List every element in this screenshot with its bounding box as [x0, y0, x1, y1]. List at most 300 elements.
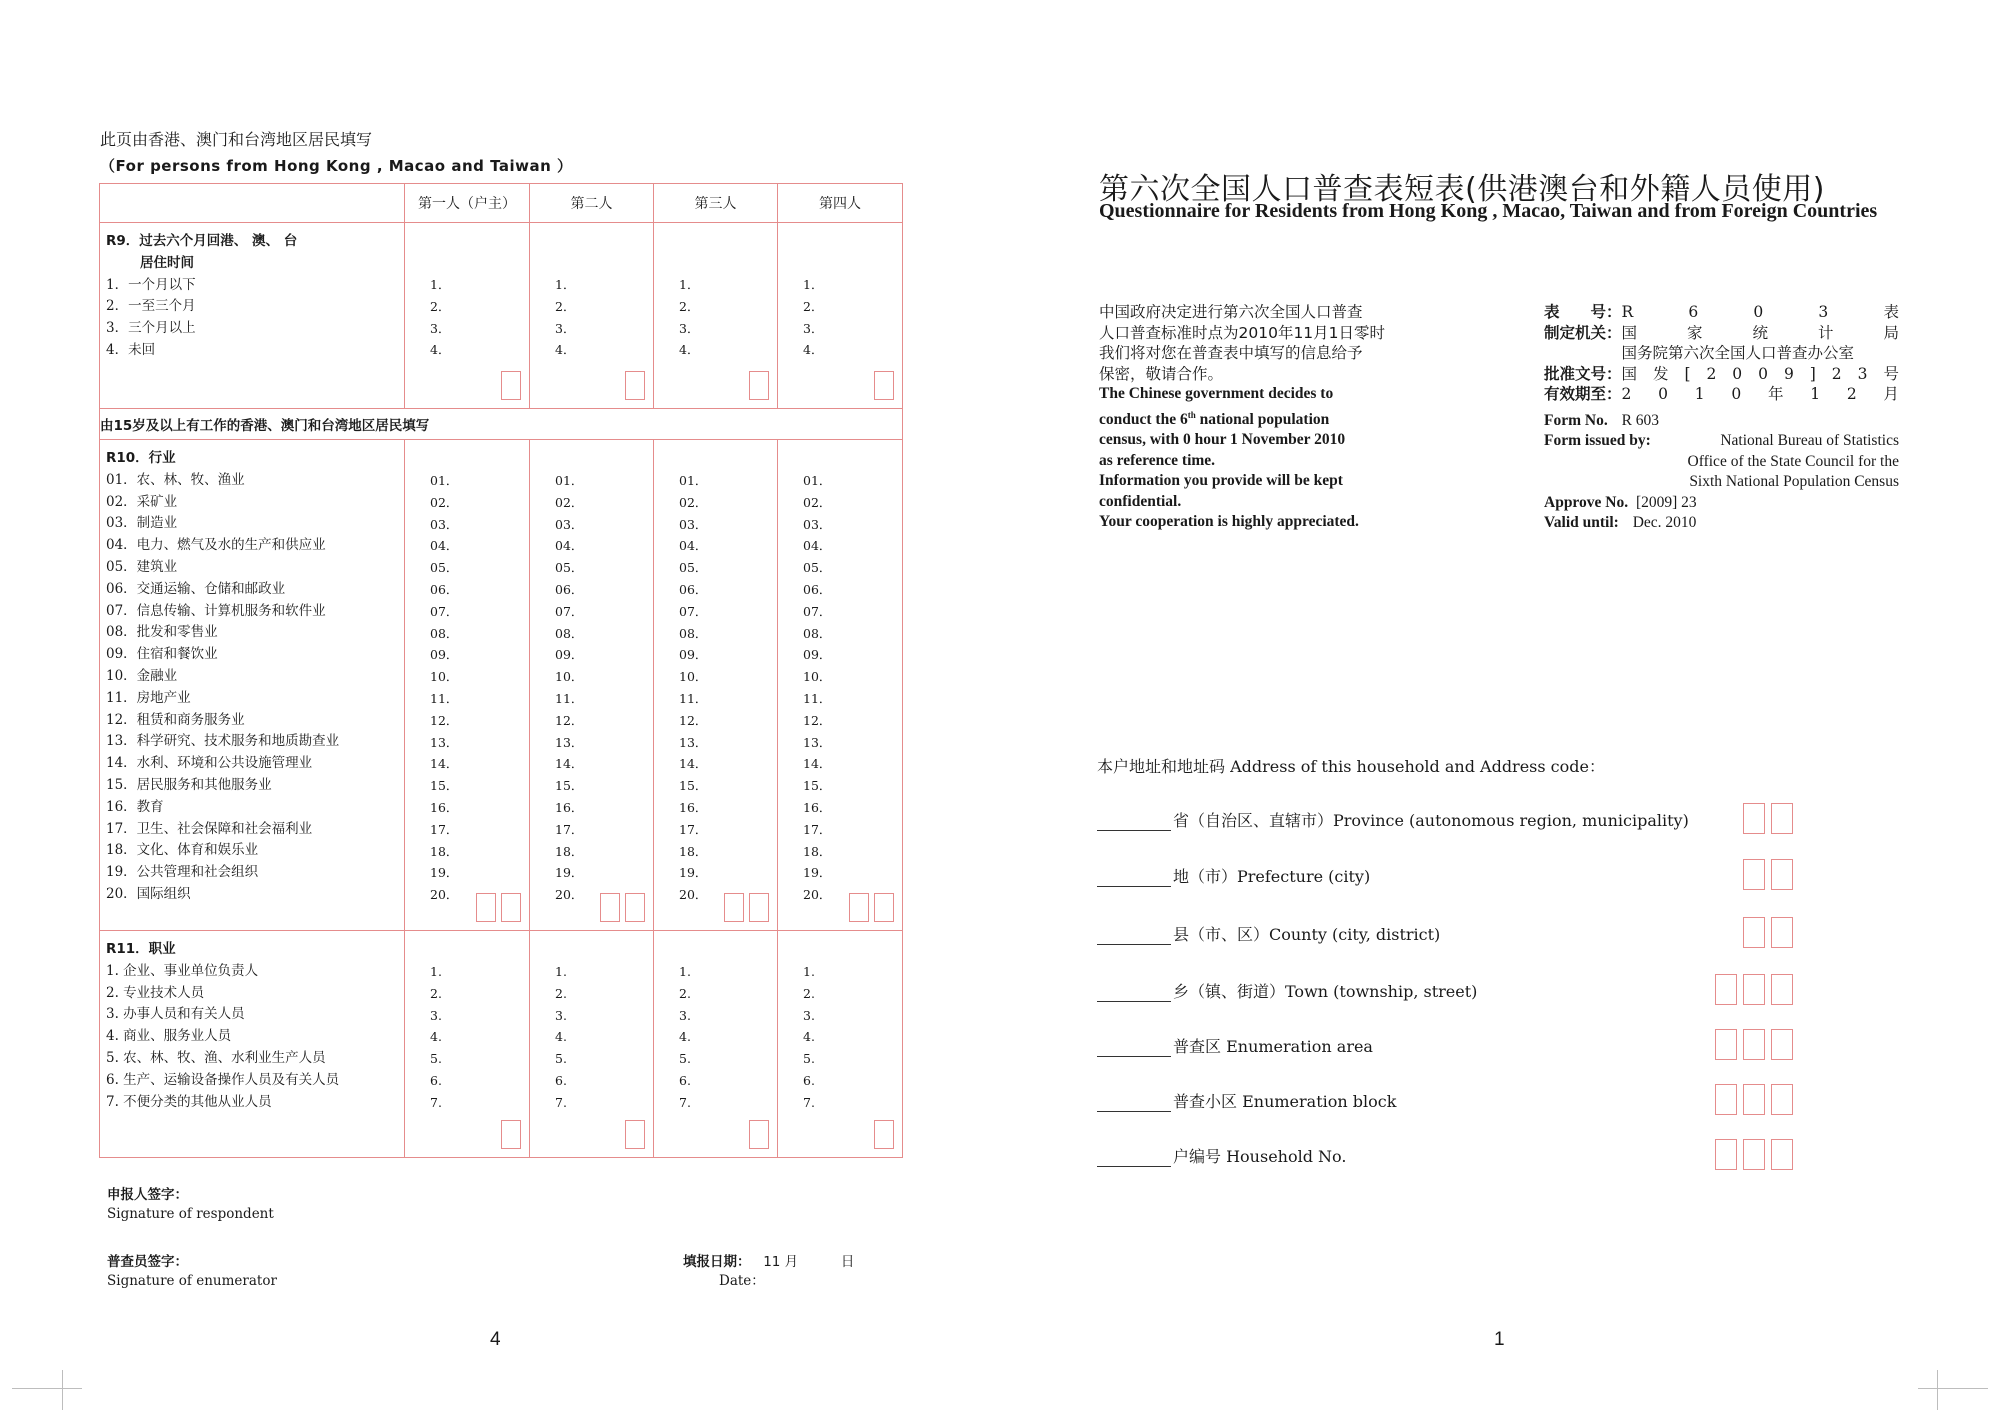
confidentiality-notice: [1099, 302, 1459, 533]
meta-value: R 603: [1621, 411, 1660, 429]
address-blank[interactable]: [1097, 985, 1171, 1002]
meta-value: Dec. 2010: [1632, 514, 1697, 531]
answer-codes: [654, 223, 777, 361]
answer-code: 5.: [803, 1051, 815, 1067]
option-label: 15．居民服务和其他服务业: [106, 776, 272, 793]
address-code-box[interactable]: [1771, 974, 1793, 1005]
r10-question: [100, 440, 405, 931]
notice-en-text: national population: [1195, 410, 1330, 428]
answer-code: 18．: [803, 843, 832, 859]
meta-char: 2: [1706, 364, 1717, 383]
answer-code: 3．: [679, 320, 700, 336]
answer-code: 16．: [555, 799, 584, 815]
answer-code: 02．: [430, 494, 459, 510]
option-label: 19．公共管理和社会组织: [106, 864, 259, 881]
address-code-box[interactable]: [1743, 1139, 1765, 1170]
notice-en-line: The Chinese government decides to: [1099, 385, 1334, 402]
span-note-row: [100, 409, 903, 440]
answer-code: 10．: [555, 669, 584, 685]
answer-cell: [778, 223, 902, 408]
answer-box[interactable]: [749, 371, 769, 400]
meta-char: 年: [1767, 385, 1784, 403]
answer-code: 17．: [555, 821, 584, 837]
answer-code: 4.: [555, 1029, 567, 1045]
answer-code: 03．: [803, 516, 832, 532]
answer-code: 4．: [803, 342, 824, 358]
answer-code: 04．: [555, 538, 584, 554]
answer-code: 16．: [679, 799, 708, 815]
answer-box[interactable]: [625, 1120, 645, 1149]
answer-code: 15．: [555, 778, 584, 794]
answer-code: 14．: [430, 756, 459, 772]
option-label: 4. 商业、服务业人员: [106, 1028, 232, 1045]
answer-code: 2.: [555, 985, 567, 1001]
page-number-right: 1: [1494, 1329, 1505, 1350]
answer-cell: [654, 931, 777, 1157]
notice-en-line: Your cooperation is highly appreciated.: [1099, 513, 1359, 531]
answer-code: 09．: [430, 647, 459, 663]
notice-en-text: conduct the 6: [1099, 410, 1188, 428]
address-field-row: [1097, 1034, 1373, 1057]
answer-code: 2．: [430, 298, 451, 314]
answer-code: 4．: [679, 342, 700, 358]
meta-issuer-zh: [1544, 323, 1899, 344]
column-header-person-4: 第四人: [778, 184, 903, 223]
answer-code: 18．: [679, 843, 708, 859]
answer-code: 04．: [679, 538, 708, 554]
r9-row: [100, 223, 903, 409]
answer-code: 08．: [803, 625, 832, 641]
answer-code: 17．: [803, 821, 832, 837]
address-code-box[interactable]: [1743, 1084, 1765, 1115]
answer-code: 1．: [679, 277, 700, 292]
meta-char: 6: [1688, 303, 1699, 321]
answer-boxes: [874, 371, 894, 400]
r10-answer-person-4[interactable]: [778, 440, 903, 931]
r10-answer-person-3[interactable]: [654, 440, 778, 931]
table-header-row: [100, 184, 903, 223]
address-title: 本户地址和地址码 Address of this household and Address code：: [1097, 757, 1605, 776]
column-header: [100, 184, 405, 223]
meta-char: [: [1684, 364, 1691, 383]
option-label: 3. 办事人员和有关人员: [106, 1006, 245, 1023]
answer-cell: [654, 440, 777, 930]
notice-zh-line: 保密，敬请合作。: [1099, 364, 1224, 383]
address-code-box[interactable]: [1715, 974, 1737, 1005]
answer-box[interactable]: [501, 893, 521, 922]
respondent-signature-label-en: Signature of respondent: [107, 1206, 274, 1222]
answer-code: 5.: [430, 1051, 442, 1067]
address-code-box[interactable]: [1743, 917, 1765, 948]
address-field-row: [1097, 922, 1440, 945]
answer-code: 3．: [430, 320, 451, 336]
answer-box[interactable]: [874, 1120, 894, 1149]
answer-boxes: [874, 1120, 894, 1149]
option-label: 20．国际组织: [106, 885, 191, 902]
r11-answer-person-3[interactable]: [654, 931, 778, 1158]
meta-char: R: [1621, 303, 1634, 321]
answer-code: 5.: [555, 1051, 567, 1067]
meta-char: 2: [1846, 385, 1857, 403]
crop-mark: [1937, 1370, 1938, 1410]
meta-char: 1: [1694, 385, 1705, 403]
left-page-header: [100, 126, 573, 180]
meta-char: 1: [1810, 385, 1821, 403]
answer-cell: [530, 223, 653, 408]
option-label: 17．卫生、社会保障和社会福利业: [106, 820, 313, 837]
answer-code: 12．: [679, 712, 708, 728]
option-label: 09．住宿和餐饮业: [106, 646, 218, 663]
address-field-label: 省（自治区、直辖市）Province (autonomous region, municipality): [1173, 811, 1689, 830]
notice-en-line: Information you provide will be kept: [1099, 472, 1343, 490]
answer-codes: [654, 931, 777, 1114]
answer-code: 2.: [430, 985, 442, 1001]
answer-boxes: [749, 371, 769, 400]
notice-zh: [1099, 302, 1459, 384]
answer-box[interactable]: [849, 893, 869, 922]
address-code-boxes: [1715, 974, 1793, 1005]
form-metadata: [1544, 302, 1899, 534]
notice-en-line: as reference time.: [1099, 451, 1216, 469]
r11-answer-person-2[interactable]: [530, 931, 654, 1158]
answer-code: 01．: [430, 473, 459, 488]
answer-code: 3．: [803, 320, 824, 336]
address-field-label: 地（市）Prefecture (city): [1173, 867, 1371, 886]
notice-zh-line: 我们将对您在普查表中填写的信息给予: [1099, 344, 1363, 362]
answer-boxes: [476, 893, 521, 922]
address-code-box[interactable]: [1743, 974, 1765, 1005]
answer-code: 14．: [555, 756, 584, 772]
meta-char: 2: [1831, 364, 1842, 383]
meta-char: 月: [1883, 385, 1899, 403]
answer-code: 20．: [430, 887, 459, 903]
address-code-box[interactable]: [1743, 803, 1765, 834]
answer-code: 7.: [430, 1094, 442, 1110]
option-label: 6. 生产、运输设备操作人员及有关人员: [106, 1071, 340, 1088]
answer-code: 18．: [430, 843, 459, 859]
r10-answer-person-2[interactable]: [530, 440, 654, 931]
answer-code: 10．: [803, 669, 832, 685]
option-label: 18．文化、体育和娱乐业: [106, 842, 259, 859]
answer-cell: [405, 223, 529, 408]
page-number-left: 4: [490, 1329, 501, 1350]
answer-code: 1.: [803, 964, 815, 979]
answer-code: 13．: [555, 734, 584, 750]
address-field-row: [1097, 979, 1477, 1002]
address-code-box[interactable]: [1715, 1029, 1737, 1060]
address-code-boxes: [1743, 803, 1793, 834]
answer-code: 06．: [555, 581, 584, 597]
issuer-en-line: Office of the State Council for the: [1687, 452, 1899, 470]
answer-cell: [778, 931, 902, 1157]
answer-cell: [405, 440, 529, 930]
r9-subtitle: 居住时间: [140, 254, 194, 271]
answer-codes: [778, 931, 902, 1114]
r9-answer-person-1[interactable]: [405, 223, 530, 409]
answer-box[interactable]: [501, 1120, 521, 1149]
answer-code: 2.: [679, 985, 691, 1001]
answer-code: 14．: [679, 756, 708, 772]
answer-code: 20．: [679, 887, 708, 903]
date-label-en: Date：: [719, 1273, 765, 1289]
answer-code: 06．: [679, 581, 708, 597]
answer-box[interactable]: [476, 893, 496, 922]
answer-code: 1.: [430, 964, 442, 979]
answer-code: 3．: [555, 320, 576, 336]
meta-form-no-en: [1544, 411, 1899, 432]
answer-box[interactable]: [749, 1120, 769, 1149]
meta-en: [1544, 411, 1899, 534]
option-label: 2. 专业技术人员: [106, 984, 205, 1001]
respondent-signature[interactable]: [107, 1186, 274, 1224]
meta-label: Form No.: [1544, 411, 1608, 429]
meta-char: 0: [1658, 385, 1668, 403]
answer-code: 5.: [679, 1051, 691, 1067]
address-code-box[interactable]: [1771, 1139, 1793, 1170]
address-blank[interactable]: [1097, 814, 1171, 831]
answer-code: 6.: [803, 1072, 815, 1088]
answer-code: 07．: [430, 603, 459, 619]
address-code-box[interactable]: [1715, 1139, 1737, 1170]
answer-code: 19．: [430, 865, 459, 881]
answer-code: 15．: [430, 778, 459, 794]
answer-box[interactable]: [874, 371, 894, 400]
option-label: 7. 不便分类的其他从业人员: [106, 1093, 272, 1110]
address-code-box[interactable]: [1771, 917, 1793, 948]
meta-approve-en: [1544, 493, 1899, 514]
answer-box[interactable]: [724, 893, 744, 922]
answer-code: 6.: [555, 1072, 567, 1088]
r9-answer-person-3[interactable]: [654, 223, 778, 409]
address-code-boxes: [1715, 1084, 1793, 1115]
answer-code: 09．: [555, 647, 584, 663]
option-label: 04．电力、燃气及水的生产和供应业: [106, 537, 326, 554]
answer-code: 13．: [430, 734, 459, 750]
address-field-label: 普查小区 Enumeration block: [1173, 1092, 1397, 1111]
option-label: 07．信息传输、计算机服务和软件业: [106, 602, 326, 619]
meta-label: 表 号：: [1544, 303, 1622, 321]
respondent-signature-label-zh: 申报人签字：: [107, 1187, 188, 1203]
answer-code: 17．: [430, 821, 459, 837]
answer-boxes: [600, 893, 645, 922]
answer-code: 4．: [555, 342, 576, 358]
address-code-box[interactable]: [1715, 1084, 1737, 1115]
meta-value: [1622, 323, 1899, 344]
answer-codes: [778, 223, 902, 361]
answer-code: 20．: [555, 887, 584, 903]
meta-char: 国: [1621, 364, 1638, 383]
answer-code: 09．: [679, 647, 708, 663]
address-blank[interactable]: [1097, 870, 1171, 887]
address-code-box[interactable]: [1771, 859, 1793, 890]
answer-code: 13．: [679, 734, 708, 750]
notice-en-superscript: th: [1187, 409, 1196, 420]
answer-code: 04．: [803, 538, 832, 554]
answer-box[interactable]: [501, 371, 521, 400]
option-label: 4．未回: [106, 341, 156, 358]
answer-box[interactable]: [625, 893, 645, 922]
address-code-box[interactable]: [1743, 1029, 1765, 1060]
address-field-row: [1097, 864, 1370, 887]
address-code-box[interactable]: [1743, 859, 1765, 890]
fill-date-label: 填报日期：: [683, 1254, 751, 1270]
meta-form-no-zh: [1544, 302, 1899, 323]
meta-char: 计: [1817, 323, 1834, 342]
enumerator-signature[interactable]: [107, 1253, 277, 1291]
enumerator-signature-label-en: Signature of enumerator: [107, 1273, 277, 1289]
crop-mark: [62, 1370, 63, 1410]
meta-value: [1622, 384, 1899, 405]
r11-answer-person-4[interactable]: [778, 931, 903, 1158]
answer-code: 11．: [430, 690, 459, 706]
answer-code: 2．: [803, 298, 824, 314]
r9-answer-person-2[interactable]: [530, 223, 654, 409]
answer-code: 05．: [430, 560, 459, 576]
answer-code: 4.: [679, 1029, 691, 1045]
meta-label: 批准文号：: [1544, 364, 1622, 383]
answer-codes: [778, 440, 902, 906]
answer-code: 08．: [555, 625, 584, 641]
meta-char: 0: [1731, 385, 1742, 403]
notice-en-line: census, with 0 hour 1 November 2010: [1099, 431, 1346, 449]
address-field-row: [1097, 1089, 1396, 1112]
answer-code: 02．: [679, 494, 708, 510]
address-blank[interactable]: [1097, 928, 1171, 945]
answer-code: 01．: [803, 473, 832, 488]
meta-char: 9: [1783, 364, 1794, 383]
answer-code: 19．: [679, 865, 708, 881]
r11-row: [100, 931, 903, 1158]
r9-answer-person-4[interactable]: [778, 223, 903, 409]
column-header-person-1: 第一人（户主）: [405, 184, 530, 223]
address-code-boxes: [1743, 859, 1793, 890]
meta-char: 号: [1883, 364, 1899, 383]
answer-code: 08．: [430, 625, 459, 641]
answer-codes: [654, 440, 777, 906]
meta-char: 发: [1652, 364, 1669, 383]
answer-boxes: [625, 1120, 645, 1149]
address-blank[interactable]: [1097, 1040, 1171, 1057]
meta-label: Valid until:: [1544, 514, 1619, 531]
answer-code: 10．: [679, 669, 708, 685]
form-title-en: Questionnaire for Residents from Hong Kong , Macao, Taiwan and from Foreign Countries: [1099, 200, 1878, 222]
address-field-label: 户编号 Household No.: [1173, 1147, 1347, 1166]
option-label: 03．制造业: [106, 515, 178, 532]
answer-code: 12．: [430, 712, 459, 728]
meta-char: 家: [1687, 323, 1703, 342]
answer-code: 05．: [803, 560, 832, 576]
answer-code: 03．: [430, 516, 459, 532]
fill-date[interactable]: [683, 1253, 854, 1291]
option-label: 05．建筑业: [106, 558, 178, 575]
r11-answer-person-1[interactable]: [405, 931, 530, 1158]
answer-code: 3.: [430, 1007, 442, 1023]
answer-code: 4.: [803, 1029, 815, 1045]
meta-char: 国: [1621, 323, 1638, 342]
answer-code: 2．: [679, 298, 700, 314]
address-blank[interactable]: [1097, 1150, 1171, 1167]
answer-code: 05．: [679, 560, 708, 576]
address-code-box[interactable]: [1771, 1084, 1793, 1115]
r10-answer-person-1[interactable]: [405, 440, 530, 931]
answer-box[interactable]: [600, 893, 620, 922]
answer-code: 01．: [679, 473, 708, 488]
meta-label: 有效期至：: [1544, 385, 1622, 403]
answer-code: 13．: [803, 734, 832, 750]
answer-box[interactable]: [749, 893, 769, 922]
answer-cell: [530, 931, 653, 1157]
option-label: 06．交通运输、仓储和邮政业: [106, 580, 286, 597]
answer-code: 6.: [430, 1072, 442, 1088]
option-label: 5. 农、林、牧、渔、水利业生产人员: [106, 1049, 326, 1066]
answer-code: 16．: [803, 799, 832, 815]
meta-approve-zh: [1544, 364, 1899, 385]
address-field-label: 县（市、区）County (city, district): [1173, 925, 1441, 944]
answer-code: 10．: [430, 669, 459, 685]
address-blank[interactable]: [1097, 1095, 1171, 1112]
answer-code: 11．: [803, 690, 832, 706]
meta-char: 0: [1758, 364, 1768, 383]
answer-cell: [654, 223, 777, 408]
r9-question: [100, 223, 405, 409]
answer-code: 14．: [803, 756, 832, 772]
answer-code: 04．: [430, 538, 459, 554]
address-code-box[interactable]: [1771, 1029, 1793, 1060]
answer-code: 07．: [803, 603, 832, 619]
r10-row: [100, 440, 903, 931]
option-label: 1. 企业、事业单位负责人: [106, 962, 259, 979]
address-code-boxes: [1715, 1029, 1793, 1060]
notice-en-line: [1099, 405, 1459, 431]
meta-label: Form issued by:: [1544, 432, 1651, 449]
meta-value: [2009] 23: [1635, 493, 1697, 511]
answer-code: 07．: [555, 603, 584, 619]
option-label: 14．水利、环境和公共设施管理业: [106, 755, 313, 772]
meta-value: [1519, 431, 1899, 493]
address-code-box[interactable]: [1771, 803, 1793, 834]
answer-code: 03．: [679, 516, 708, 532]
answer-codes: [530, 223, 653, 361]
answer-code: 02．: [555, 494, 584, 510]
meta-value: [1622, 302, 1899, 323]
crop-mark: [12, 1388, 82, 1389]
answer-cell: [530, 440, 653, 930]
meta-char: 3: [1857, 364, 1868, 383]
answer-code: 3.: [555, 1007, 567, 1023]
r9-title: R9．过去六个月回港、 澳、 台: [106, 233, 298, 249]
meta-char: 局: [1883, 323, 1899, 342]
answer-code: 18．: [555, 843, 584, 859]
answer-code: 12．: [555, 712, 584, 728]
answer-code: 1．: [430, 277, 451, 292]
answer-code: 12．: [803, 712, 832, 728]
answer-box[interactable]: [874, 893, 894, 922]
meta-char: 0: [1732, 364, 1743, 383]
answer-code: 01．: [555, 473, 584, 488]
issuer-en-line: Sixth National Population Census: [1689, 473, 1899, 490]
answer-code: 4．: [430, 342, 451, 358]
answer-code: 4.: [430, 1029, 442, 1045]
address-field-row: [1097, 1144, 1346, 1167]
answer-box[interactable]: [625, 371, 645, 400]
option-label: 10．金融业: [106, 667, 178, 684]
answer-code: 1.: [555, 964, 567, 979]
meta-label: Approve No.: [1544, 493, 1629, 511]
answer-code: 1．: [555, 277, 576, 292]
answer-boxes: [625, 371, 645, 400]
answer-code: 2.: [803, 985, 815, 1001]
column-header-person-2: 第二人: [530, 184, 654, 223]
